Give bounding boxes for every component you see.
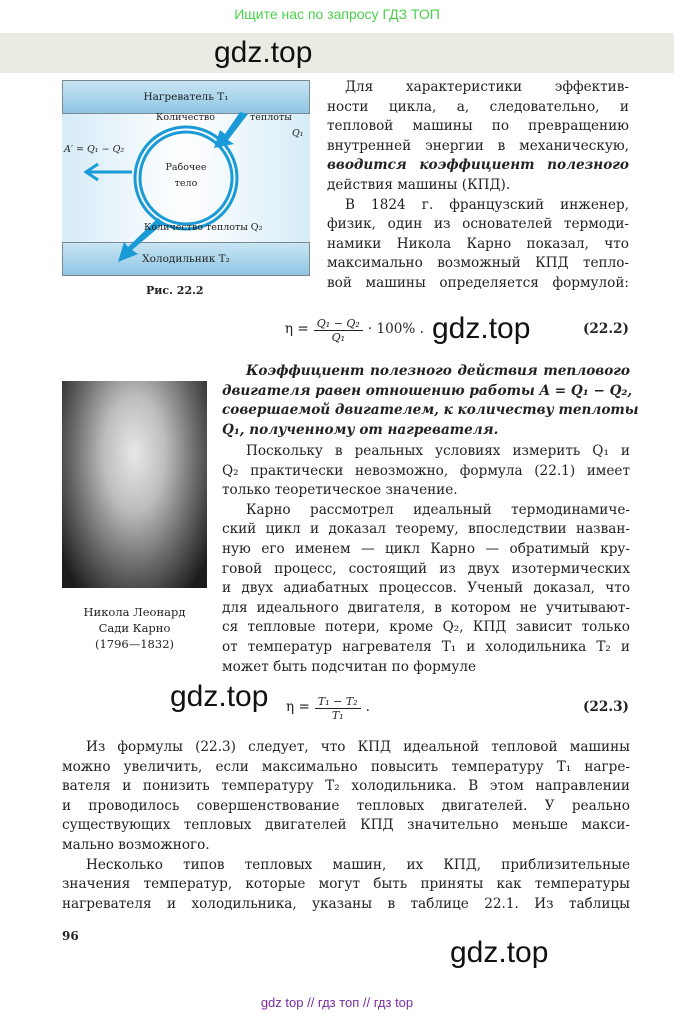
text-line: совершаемой двигателем, к количеству теплоты [222,402,639,419]
text-line: вателя и понизить температуру T₂ холодильника. В этом направлении [62,778,630,795]
body-label-2: тело [174,178,198,189]
page-number: 96 [62,929,79,943]
text-line: и двух адиабатных процессов. Ученый доказал, что [222,580,630,597]
text-line: для идеального двигателя, в котором не учитывают- [222,599,630,616]
carnot-paragraph [222,442,630,677]
text-line: существующих тепловых двигателей КПД значительно меньше макси- [62,817,630,834]
text-line: В 1824 г. французский инженер, [345,196,629,213]
formula-lhs: η = [286,699,310,716]
text-line: ную его именем — цикл Карно — обратимый кру- [222,540,630,557]
formula-lhs: η = [284,321,309,338]
text-line: вой машины определяется формулой: [327,274,629,291]
text-line: Из формулы (22.3) следует, что КПД идеальной тепловой машины [86,739,630,755]
text-line: ский цикл и доказал теорему, впоследствии назван- [222,521,630,538]
q1-symbol: Q₁ [292,128,304,139]
text-line: Q₁, полученному от нагревателя. [222,421,499,438]
text-line: тепловой машины по превращению [327,118,629,135]
heater-plate: Нагреватель T₁ [62,80,310,114]
text-line: значения температур, которые могут быть приняты как температуры [62,876,630,893]
text-line: максимально возможный КПД тепло- [327,255,629,272]
cooler-plate: Холодильник T₂ [62,242,310,276]
work-label: A′ = Q₁ − Q₂ [64,144,125,155]
text-line: может быть подсчитан по формуле [222,658,477,675]
watermark-band [0,33,674,73]
search-banner: Ищите нас по запросу ГДЗ ТОП [234,6,440,22]
formula-fraction [315,695,361,722]
portrait-caption [62,604,207,652]
caption-line: Сади Карно [98,621,171,635]
text-line: физик, один из основателей термоди- [327,216,629,233]
text-line: намики Никола Карно показал, что [327,235,629,252]
figure-caption: Рис. 22.2 [146,284,204,297]
text-line: от температур нагревателя T₁ и холодильника T₂ и [222,638,630,655]
numerator: T₁ − T₂ [315,695,361,709]
formula-tail: . [365,699,370,716]
caption-line: (1796—1832) [94,637,174,651]
denominator: T₁ [331,708,344,722]
portrait-carnot [62,381,207,588]
watermark: gdz.top [450,936,549,969]
q2-label: Количество теплоты Q₂ [144,222,263,233]
text-line: ности цикла, а, следовательно, и [327,98,629,115]
q1-label: Количество [156,112,215,123]
text-line: Несколько типов тепловых машин, их КПД, приблизительные [86,856,630,873]
formula-22-3 [286,693,370,723]
caption-line: Никола Леонард [83,605,186,619]
footer-links[interactable]: gdz top // гдз топ // гдз top [260,995,414,1010]
formula-number: (22.3) [583,699,629,715]
text-line: только теоретическое значение. [222,482,458,499]
formula-tail: · 100% . [367,321,424,338]
figure-heat-engine [62,80,310,276]
text-line: говой процесс, состоящий из двух изотермических [222,560,630,577]
numerator: Q₁ − Q₂ [314,317,363,331]
text-line: и проводилось совершенствование тепловых двигателей. У реально [62,797,630,814]
formula-number: (22.2) [583,321,629,337]
text-line: двигателя равен отношению работы A = Q₁ − Q₂, [222,382,633,399]
text-line: нагревателя и холодильника, указаны в таблице 22.1. Из таблицы [62,895,630,912]
watermark: gdz.top [432,312,531,345]
formula-22-2 [226,315,424,345]
text-line: внутренней энергии в механическую, [327,137,629,154]
text-line: Поскольку в реальных условиях измерить Q₁ и [246,443,630,459]
formula-fraction [314,317,363,344]
intro-paragraph [327,78,629,294]
text-line: мально возможного. [62,836,210,853]
q1-label-2: теплоты [250,112,292,123]
watermark: gdz.top [214,36,313,69]
text-line: ся тепловые потери, кроме Q₂, КПД зависит только [222,619,630,636]
text-line: Q₂ практически невозможно, формула (22.1) имеет [222,462,630,479]
text-line: вводится коэффициент полезного [327,157,629,174]
text-line: Карно рассмотрел идеальный термодинамиче- [246,501,630,518]
text-line: действия машины (КПД). [327,176,511,193]
watermark: gdz.top [170,680,269,713]
body-label: Рабочее [165,162,207,173]
definition-paragraph [222,362,639,440]
denominator: Q₁ [331,330,346,344]
text-line: Коэффициент полезного действия теплового [246,363,630,379]
text-line: Для характеристики эффектив- [345,79,629,95]
text-line: можно увеличить, если максимально повысить температуру T₁ нагре- [62,758,630,775]
conclusion-paragraph [62,738,630,914]
